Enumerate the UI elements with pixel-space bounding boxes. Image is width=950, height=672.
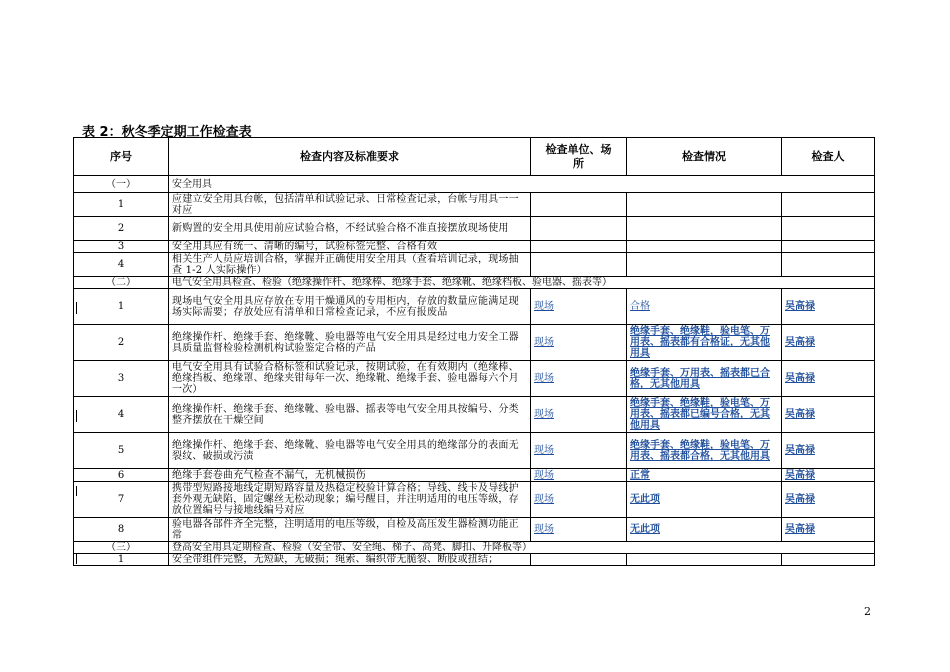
row-result	[627, 469, 782, 482]
row-inspector	[782, 518, 875, 542]
header-row	[74, 138, 875, 176]
result-link[interactable]: 正常	[630, 469, 650, 481]
table-row	[74, 469, 875, 482]
result-link[interactable]: 无此项	[630, 494, 660, 505]
row-inspector	[782, 325, 875, 361]
section-label: （一）	[74, 176, 169, 193]
row-location	[531, 482, 627, 518]
row-content: 验电器各部件齐全完整，注明适用的电压等级，自检及高压发生器检测功能正常	[169, 518, 531, 542]
result-link[interactable]: 绝缘手套、万用表、摇表都已合格，无其他用具	[630, 367, 770, 390]
row-content: 应建立安全用具台帐，包括清单和试验记录、日常检查记录，台帐与用具一一对应	[169, 193, 531, 217]
row-inspector	[782, 554, 875, 566]
section-title: 安全用具	[169, 176, 875, 193]
location-link[interactable]: 现场	[534, 373, 554, 384]
table-row	[74, 253, 875, 277]
inspector-link[interactable]: 吴高禄	[785, 524, 815, 535]
row-location	[531, 217, 627, 241]
row-seq: 1	[74, 554, 169, 566]
row-inspector	[782, 469, 875, 482]
section-label: （三）	[74, 542, 169, 554]
row-result	[627, 433, 782, 469]
row-inspector	[782, 361, 875, 397]
inspector-link[interactable]: 吴高禄	[785, 337, 815, 348]
row-seq: 8	[74, 518, 169, 542]
row-result	[627, 241, 782, 253]
row-result	[627, 217, 782, 241]
section-label: （二）	[74, 277, 169, 289]
row-location	[531, 253, 627, 277]
row-content: 绝缘手套卷曲充气检查不漏气，无机械损伤	[169, 469, 531, 482]
table-row	[74, 241, 875, 253]
row-result	[627, 193, 782, 217]
inspector-link[interactable]: 吴高禄	[785, 469, 815, 481]
row-seq: 7	[74, 482, 169, 518]
row-location	[531, 433, 627, 469]
result-link[interactable]: 合格	[630, 301, 650, 312]
row-result	[627, 325, 782, 361]
location-link[interactable]: 现场	[534, 524, 554, 535]
header-unit: 检查单位、场 所	[531, 138, 627, 176]
row-seq: 1	[74, 193, 169, 217]
location-link[interactable]: 现场	[534, 445, 554, 456]
row-result	[627, 482, 782, 518]
row-location	[531, 518, 627, 542]
location-link[interactable]: 现场	[534, 337, 554, 348]
header-content: 检查内容及标准要求	[169, 138, 531, 176]
row-inspector	[782, 241, 875, 253]
section-title: 登高安全用具定期检查、检验（安全带、安全绳、梯子、高凳、脚扣、升降板等）	[169, 542, 875, 554]
row-content: 新购置的安全用具使用前应试验合格，不经试验合格不准直接摆放现场使用	[169, 217, 531, 241]
row-seq: 3	[74, 361, 169, 397]
row-location	[531, 193, 627, 217]
change-bar	[76, 554, 77, 564]
inspector-link[interactable]: 吴高禄	[785, 409, 815, 420]
section-row	[74, 542, 875, 554]
row-content: 绝缘操作杆、绝缘手套、绝缘靴、验电器、摇表等电气安全用具按编号、分类整齐摆放在干燥空间	[169, 397, 531, 433]
location-link[interactable]: 现场	[534, 469, 554, 481]
row-content: 安全用具应有统一、清晰的编号，试验标签完整、合格有效	[169, 241, 531, 253]
row-content: 绝缘操作杆、绝缘手套、绝缘靴、验电器等电气安全用具是经过电力安全工器具质量监督检验检测机构试验鉴定合格的产品	[169, 325, 531, 361]
row-seq: 5	[74, 433, 169, 469]
row-seq: 1	[74, 289, 169, 325]
row-seq: 6	[74, 469, 169, 482]
row-result	[627, 253, 782, 277]
table-row	[74, 554, 875, 566]
row-result	[627, 518, 782, 542]
row-inspector	[782, 193, 875, 217]
table-row	[74, 433, 875, 469]
row-result	[627, 361, 782, 397]
row-inspector	[782, 253, 875, 277]
table-row	[74, 325, 875, 361]
row-result	[627, 289, 782, 325]
row-content: 现场电气安全用具应存放在专用干燥通风的专用柜内，存放的数量应能满足现场实际需要；存放处应有清单和日常检查记录，不应有报废品	[169, 289, 531, 325]
row-location	[531, 554, 627, 566]
result-link[interactable]: 绝缘手套、绝缘鞋，验电笔、万用表、摇表都有合格证，无其他用具	[630, 326, 770, 359]
result-link[interactable]: 绝缘手套、绝缘鞋，验电笔、万用表、摇表都合格，无其他用具	[630, 439, 770, 462]
row-seq: 2	[74, 217, 169, 241]
row-location	[531, 397, 627, 433]
inspector-link[interactable]: 吴高禄	[785, 301, 815, 312]
table-row	[74, 361, 875, 397]
inspector-link[interactable]: 吴高禄	[785, 445, 815, 456]
header-status: 检查情况	[627, 138, 782, 176]
row-location	[531, 325, 627, 361]
row-result	[627, 397, 782, 433]
change-bar	[76, 302, 77, 314]
inspector-link[interactable]: 吴高禄	[785, 494, 815, 505]
row-content: 电气安全用具有试验合格标签和试验记录，按期试验，在有效期内（绝缘棒、绝缘挡板、绝缘罩、绝缘夹钳每年一次、绝缘靴、绝缘手套、验电器每六个月一次）	[169, 361, 531, 397]
row-location	[531, 289, 627, 325]
inspection-table	[73, 137, 875, 566]
inspector-link[interactable]: 吴高禄	[785, 373, 815, 384]
header-seq: 序号	[74, 138, 169, 176]
row-inspector	[782, 289, 875, 325]
row-location	[531, 469, 627, 482]
table-row	[74, 217, 875, 241]
row-content: 绝缘操作杆、绝缘手套、绝缘靴、验电器等电气安全用具的绝缘部分的表面无裂纹、破损或污渍	[169, 433, 531, 469]
header-inspector: 检查人	[782, 138, 875, 176]
row-inspector	[782, 433, 875, 469]
change-bar	[76, 486, 77, 496]
table-row	[74, 193, 875, 217]
row-content: 相关生产人员应培训合格，掌握并正确使用安全用具（查看培训记录，现场抽查 1-2 人实际操作）	[169, 253, 531, 277]
row-location	[531, 361, 627, 397]
row-content: 携带型短路接地线定期短路容量及热稳定校验计算合格；导线、线卡及导线护套外观无缺陷，固定螺丝无松动现象；编号醒目，并注明适用的电压等级，存放位置编号与接地线编号对应	[169, 482, 531, 518]
result-link[interactable]: 无此项	[630, 524, 660, 535]
row-location	[531, 241, 627, 253]
location-link[interactable]: 现场	[534, 409, 554, 420]
table-row	[74, 482, 875, 518]
result-link[interactable]: 绝缘手套、绝缘鞋，验电笔、万用表、摇表都已编号合格，无其他用具	[630, 398, 770, 431]
row-inspector	[782, 217, 875, 241]
row-inspector	[782, 397, 875, 433]
row-result	[627, 554, 782, 566]
section-row	[74, 176, 875, 193]
section-title: 电气安全用具检查、检验（绝缘操作杆、绝缘棒、绝缘手套、绝缘靴、绝缘档板、验电器、摇表等）	[169, 277, 875, 289]
page-number: 2	[864, 605, 871, 618]
table-row	[74, 518, 875, 542]
row-inspector	[782, 482, 875, 518]
row-content: 安全带组件完整，无短缺，无破损；绳索、编织带无脆裂、断股或扭结；	[169, 554, 531, 566]
row-seq: 2	[74, 325, 169, 361]
row-seq: 4	[74, 397, 169, 433]
row-seq: 4	[74, 253, 169, 277]
location-link[interactable]: 现场	[534, 301, 554, 312]
table-title: 表 2：秋冬季定期工作检查表	[82, 125, 252, 140]
row-seq: 3	[74, 241, 169, 253]
section-row	[74, 277, 875, 289]
change-bar	[76, 410, 77, 422]
table-row	[74, 397, 875, 433]
table-row	[74, 289, 875, 325]
location-link[interactable]: 现场	[534, 494, 554, 505]
